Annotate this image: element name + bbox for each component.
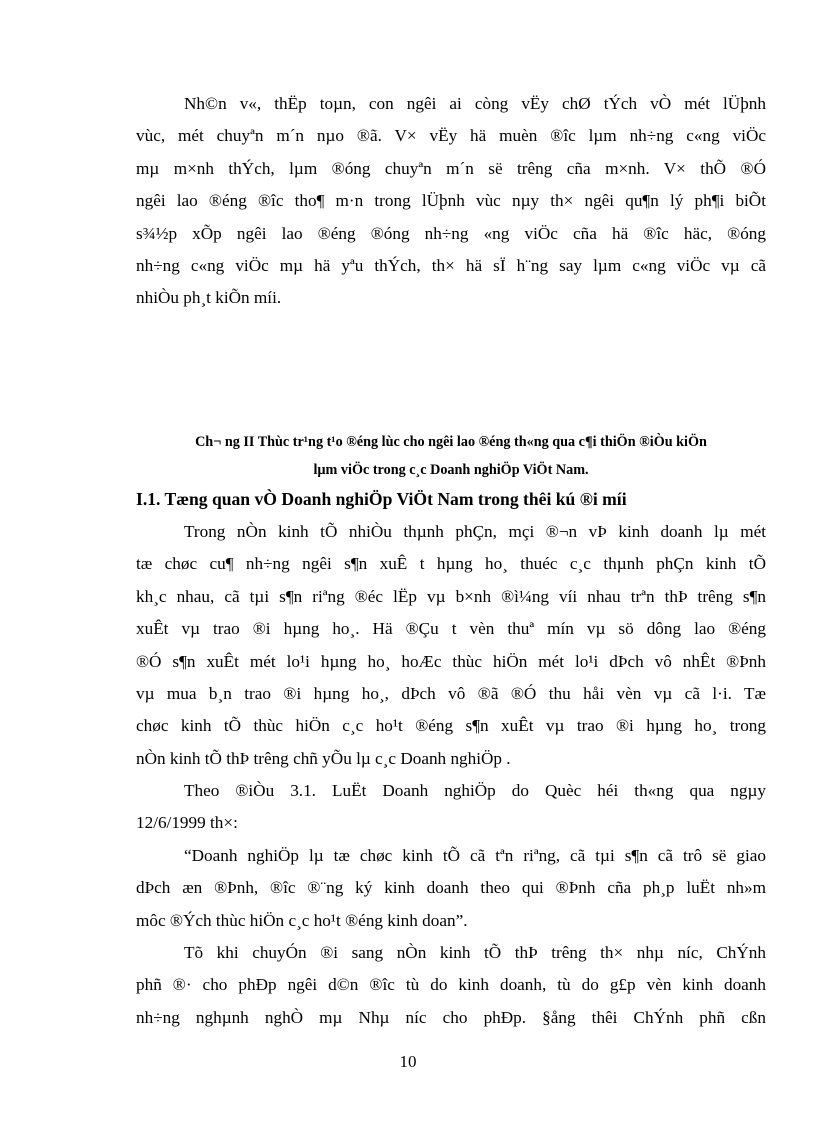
paragraph-line: nÒn kinh tÕ thÞ trêng chñ yÕu lµ c¸c Doanh nghiÖp . <box>136 748 511 768</box>
chapter-title <box>136 428 766 484</box>
paragraph-3 <box>136 775 766 840</box>
paragraph-line: 12/6/1999 th×: <box>136 813 238 833</box>
paragraph-5 <box>136 937 766 1034</box>
chapter-title-line: Ch¬ ng II Thùc tr¹ng t¹o ®éng lùc cho ngêi lao ®éng th«ng qua c¶i thiÖn ®iÒu kiÖn <box>195 434 707 450</box>
paragraph-line: ngêi lao ®éng ®îc tho¶ m·n trong lÜþnh vùc nµy th× ngêi qu¶n lý ph¶i biÕt <box>136 191 766 211</box>
paragraph-4-quote <box>136 840 766 937</box>
section-heading: I.1. Tæng quan vÒ Doanh nghiÖp ViÖt Nam trong thêi kú ®i míi <box>136 489 627 509</box>
paragraph-line: Tõ khi chuyÓn ®i sang nÒn kinh tÕ thÞ trêng th× nhµ níc, ChÝnh <box>184 943 766 962</box>
paragraph-line: chøc kinh tÕ thùc hiÖn c¸c ho¹t ®éng s¶n xuÊt vµ trao ®i hµng ho¸ trong <box>136 716 766 736</box>
paragraph-line: dÞch æn ®Þnh, ®îc ®¨ng ký kinh doanh theo qui ®Þnh cña ph¸p luËt nh»m <box>136 878 766 898</box>
chapter-title-line: lµm viÖc trong c¸c Doanh nghiÖp ViÖt Nam. <box>313 462 589 478</box>
paragraph-line: Theo ®iÒu 3.1. LuËt Doanh nghiÖp do Quèc héi th«ng qua ngµy <box>184 781 766 800</box>
paragraph-line: s¾½p xÕp ngêi lao ®éng ®óng nh÷ng «ng viÖc cña hä ®îc häc, ®óng <box>136 223 766 243</box>
paragraph-line: xuÊt vµ trao ®i hµng ho¸. Hä ®Çu t vèn thuª mín vµ sö dông lao ®éng <box>136 619 766 639</box>
paragraph-line: nhiÒu ph¸t kiÕn míi. <box>136 288 282 308</box>
paragraph-line: “Doanh nghiÖp lµ tæ chøc kinh tÕ cã tªn riªng, cã tµi s¶n cã trô së giao <box>184 846 766 865</box>
paragraph-line: tæ chøc cu¶ nh÷ng ngêi s¶n xuÊ t hµng ho¸ thuéc c¸c thµnh phÇn kinh tÕ <box>136 554 766 574</box>
paragraph-line: nh÷ng c«ng viÖc mµ hä yªu thÝch, th× hä sÏ h¨ng say lµm c«ng viÖc vµ cã <box>136 256 766 276</box>
paragraph-line: vùc, mét chuyªn m´n nµo ®ã. V× vËy hä muèn ®îc lµm nh÷ng c«ng viÖc <box>136 126 766 146</box>
paragraph-line: nh÷ng nghµnh nghÒ mµ Nhµ níc cho phÐp. §ång thêi ChÝnh phñ cßn <box>136 1007 766 1027</box>
paragraph-line: mµ m×nh thÝch, lµm ®óng chuyªn m´n së trêng cña m×nh. V× thÕ ®Ó <box>136 158 766 178</box>
paragraph-2 <box>136 516 766 775</box>
paragraph-line: Nh©n v«, thËp toµn, con ngêi ai còng vËy chØ tÝch vÒ mét lÜþnh <box>184 94 766 113</box>
paragraph-line: Trong nÒn kinh tÕ nhiÒu thµnh phÇn, mçi ®¬n vÞ kinh doanh lµ mét <box>184 522 766 541</box>
paragraph-line: kh¸c nhau, cã tµi s¶n riªng ®éc lËp vµ b×nh ®ì¼ng víi nhau trªn thÞ trêng s¶n <box>136 586 766 606</box>
paragraph-line: vµ mua b¸n trao ®i hµng ho¸, dÞch vô ®ã ®Ó thu håi vèn vµ cã l·i. Tæ <box>136 684 766 704</box>
page-number: 10 <box>399 1052 417 1071</box>
paragraph-line: ®Ó s¶n xuÊt mét lo¹i hµng ho¸ hoÆc thùc hiÖn mét lo¹i dÞch vô nhÊt ®Þnh <box>136 651 766 671</box>
paragraph-line: môc ®Ých thùc hiÖn c¸c ho¹t ®éng kinh doan”. <box>136 910 468 930</box>
paragraph-line: phñ ®· cho phÐp ngêi d©n ®îc tù do kinh doanh, tù do g£p vèn kinh doanh <box>136 975 766 995</box>
paragraph-1 <box>136 88 766 315</box>
